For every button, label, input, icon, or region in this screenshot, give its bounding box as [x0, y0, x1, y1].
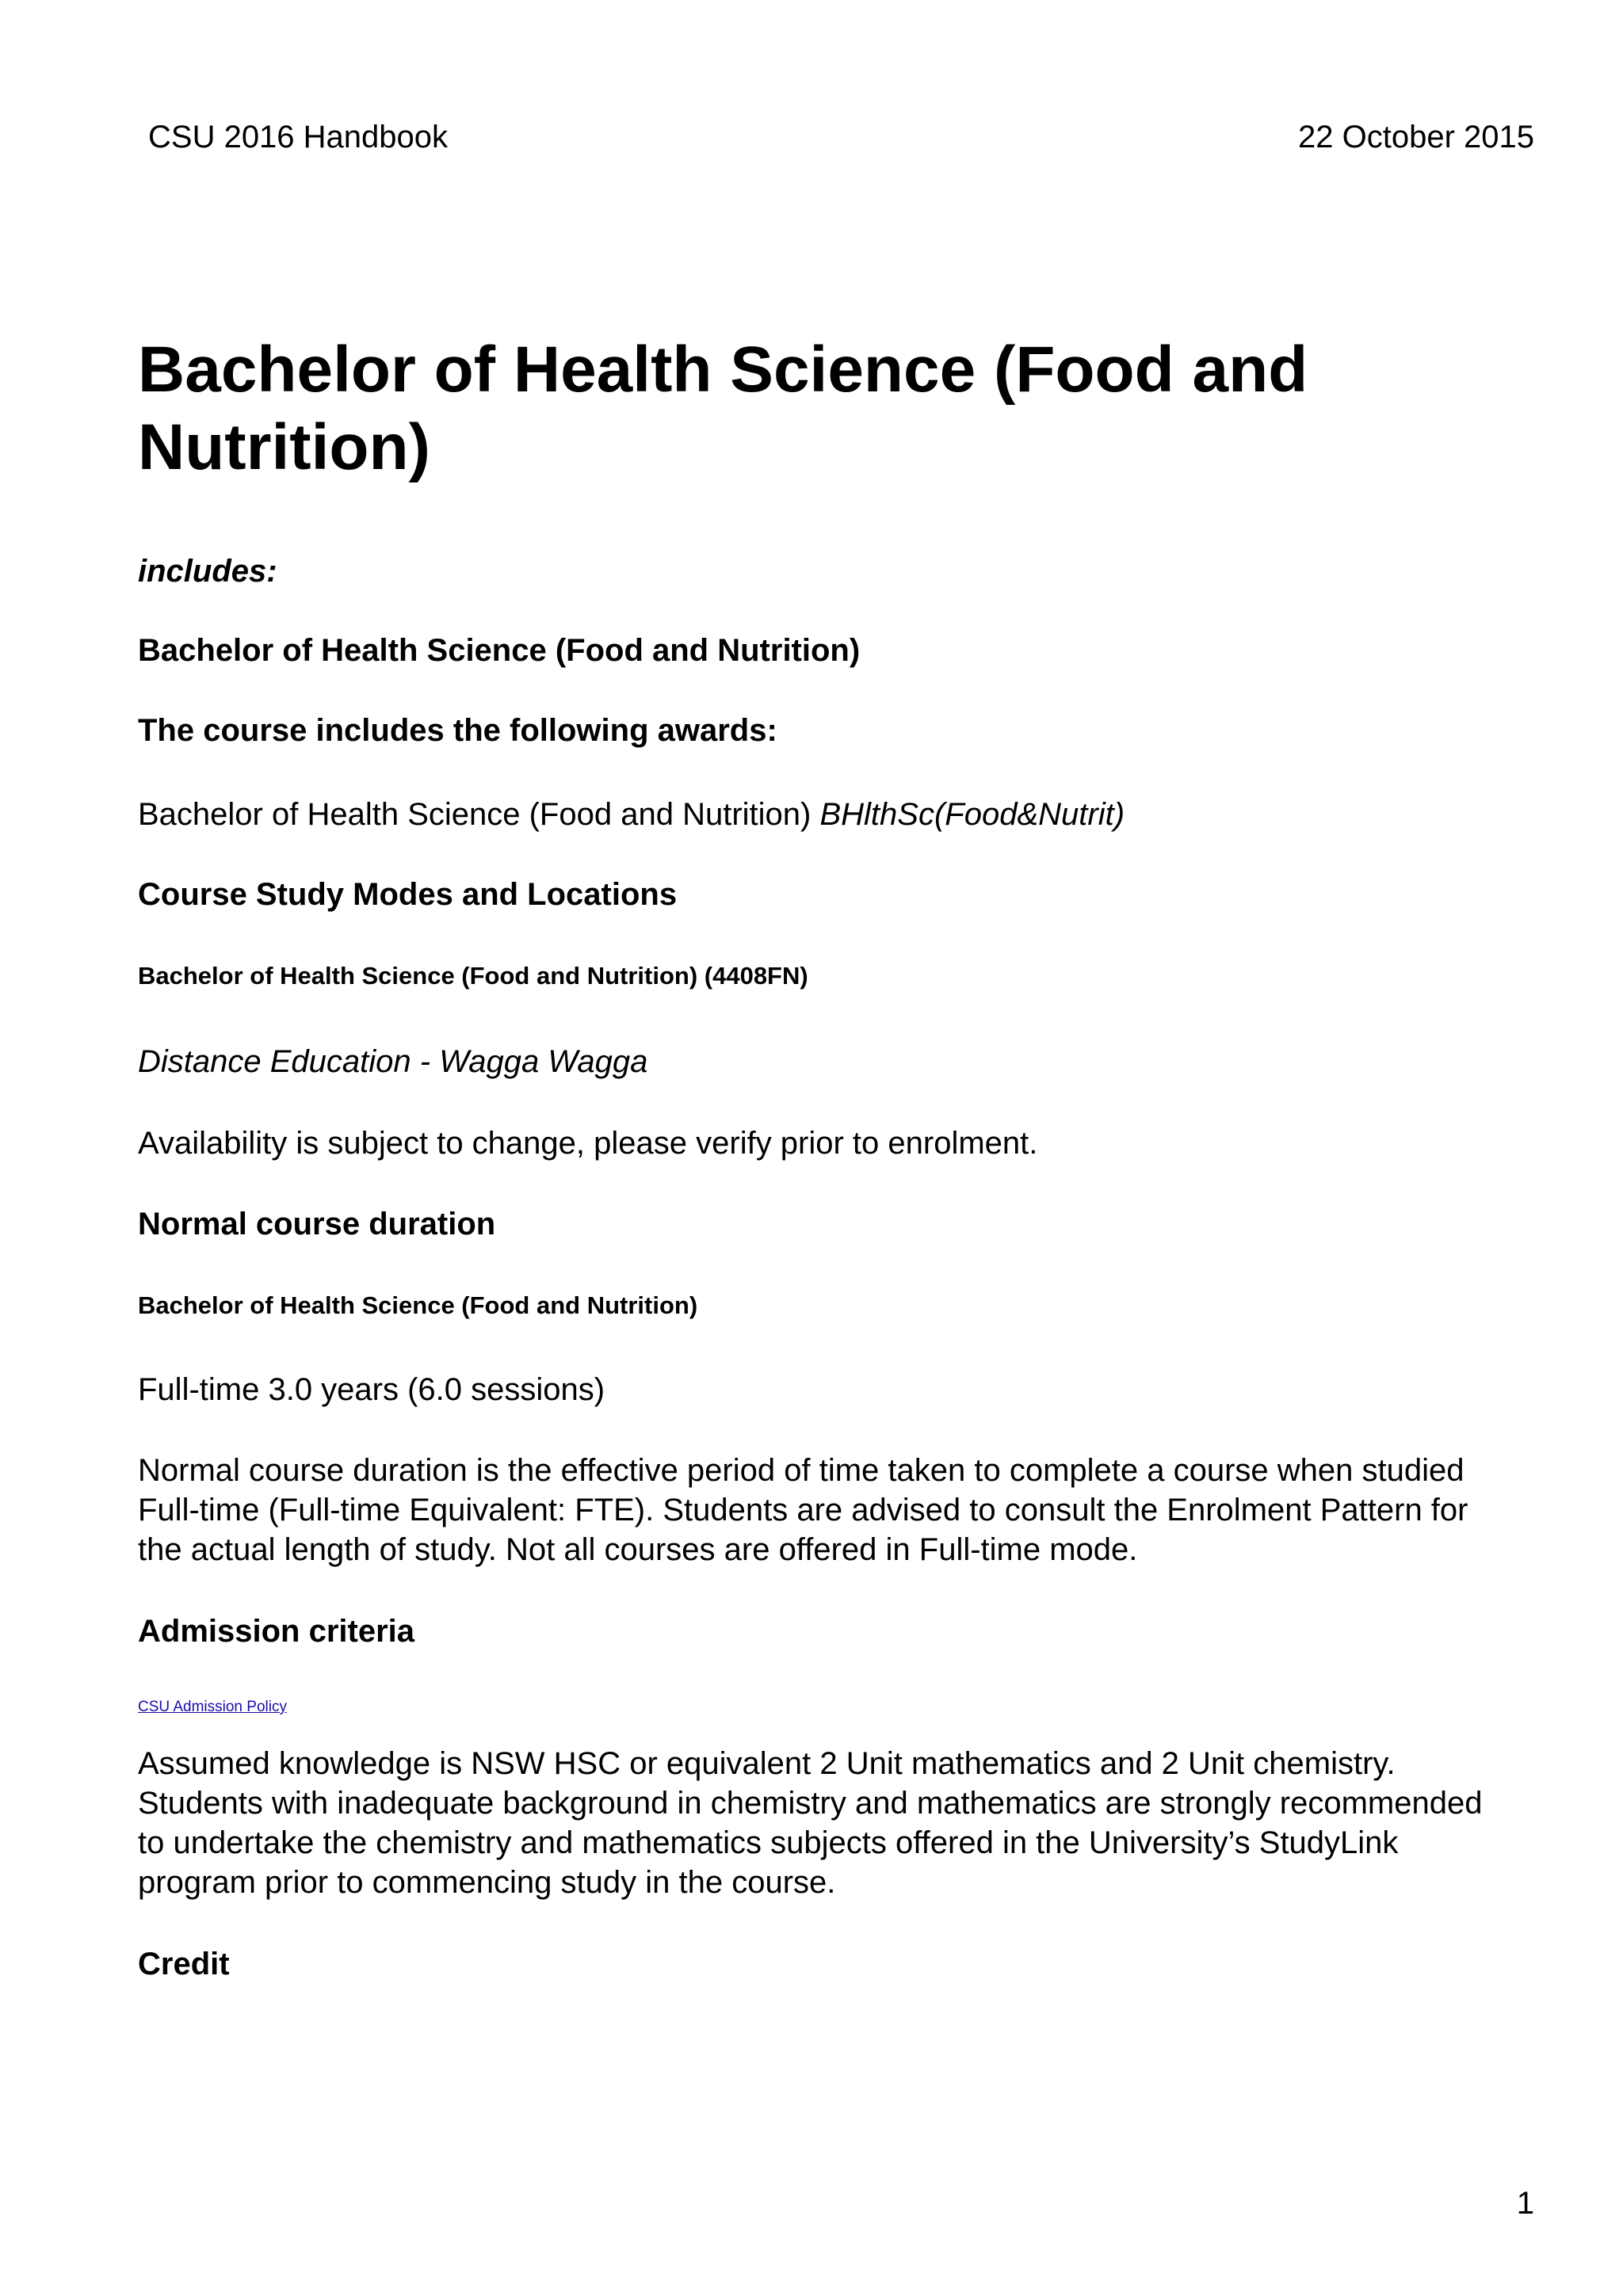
- availability-note: Availability is subject to change, please verify prior to enrolment.: [138, 1126, 1038, 1161]
- mode-location: Distance Education - Wagga Wagga: [138, 1044, 648, 1079]
- awards-heading: The course includes the following awards:: [138, 713, 777, 748]
- includes-label: includes:: [138, 554, 277, 589]
- duration-course-line: Bachelor of Health Science (Food and Nutrition): [138, 1291, 698, 1319]
- duration-heading: Normal course duration: [138, 1207, 496, 1241]
- page-number: 1: [1516, 2186, 1534, 2221]
- admission-text: Assumed knowledge is NSW HSC or equivalent 2 Unit mathematics and 2 Unit chemistry. Students with inadequate background in chemistry and mathematics are strongly recommended to undertake the chemistry and mathematics subjects offered in the University’s StudyLink program prior to commencing study in the course.: [138, 1746, 1483, 1900]
- award-name: Bachelor of Health Science (Food and Nutrition): [138, 797, 812, 832]
- award-line: [138, 795, 1501, 834]
- credit-heading: Credit: [138, 1947, 230, 1981]
- duration-description: Normal course duration is the effective period of time taken to complete a course when studied Full-time (Full-time Equivalent: FTE). Students are advised to consult the Enrolment Pattern for the actual length of study. Not all courses are offered in Full-time mode.: [138, 1453, 1468, 1567]
- page-title: Bachelor of Health Science (Food and Nutrition): [138, 334, 1308, 483]
- admission-policy-link-wrap: [138, 1698, 1501, 1717]
- duration-value: Full-time 3.0 years (6.0 sessions): [138, 1372, 605, 1407]
- admission-policy-link[interactable]: CSU Admission Policy: [138, 1699, 287, 1715]
- course-code-line: Bachelor of Health Science (Food and Nutrition) (4408FN): [138, 962, 808, 990]
- page-content: [138, 331, 1501, 1983]
- admission-heading: Admission criteria: [138, 1614, 415, 1649]
- award-abbreviation: BHlthSc(Food&Nutrit): [819, 797, 1125, 832]
- course-name-heading: Bachelor of Health Science (Food and Nutrition): [138, 633, 861, 668]
- running-header-date: 22 October 2015: [1298, 120, 1534, 154]
- running-header-title: CSU 2016 Handbook: [148, 120, 449, 154]
- study-modes-heading: Course Study Modes and Locations: [138, 877, 678, 912]
